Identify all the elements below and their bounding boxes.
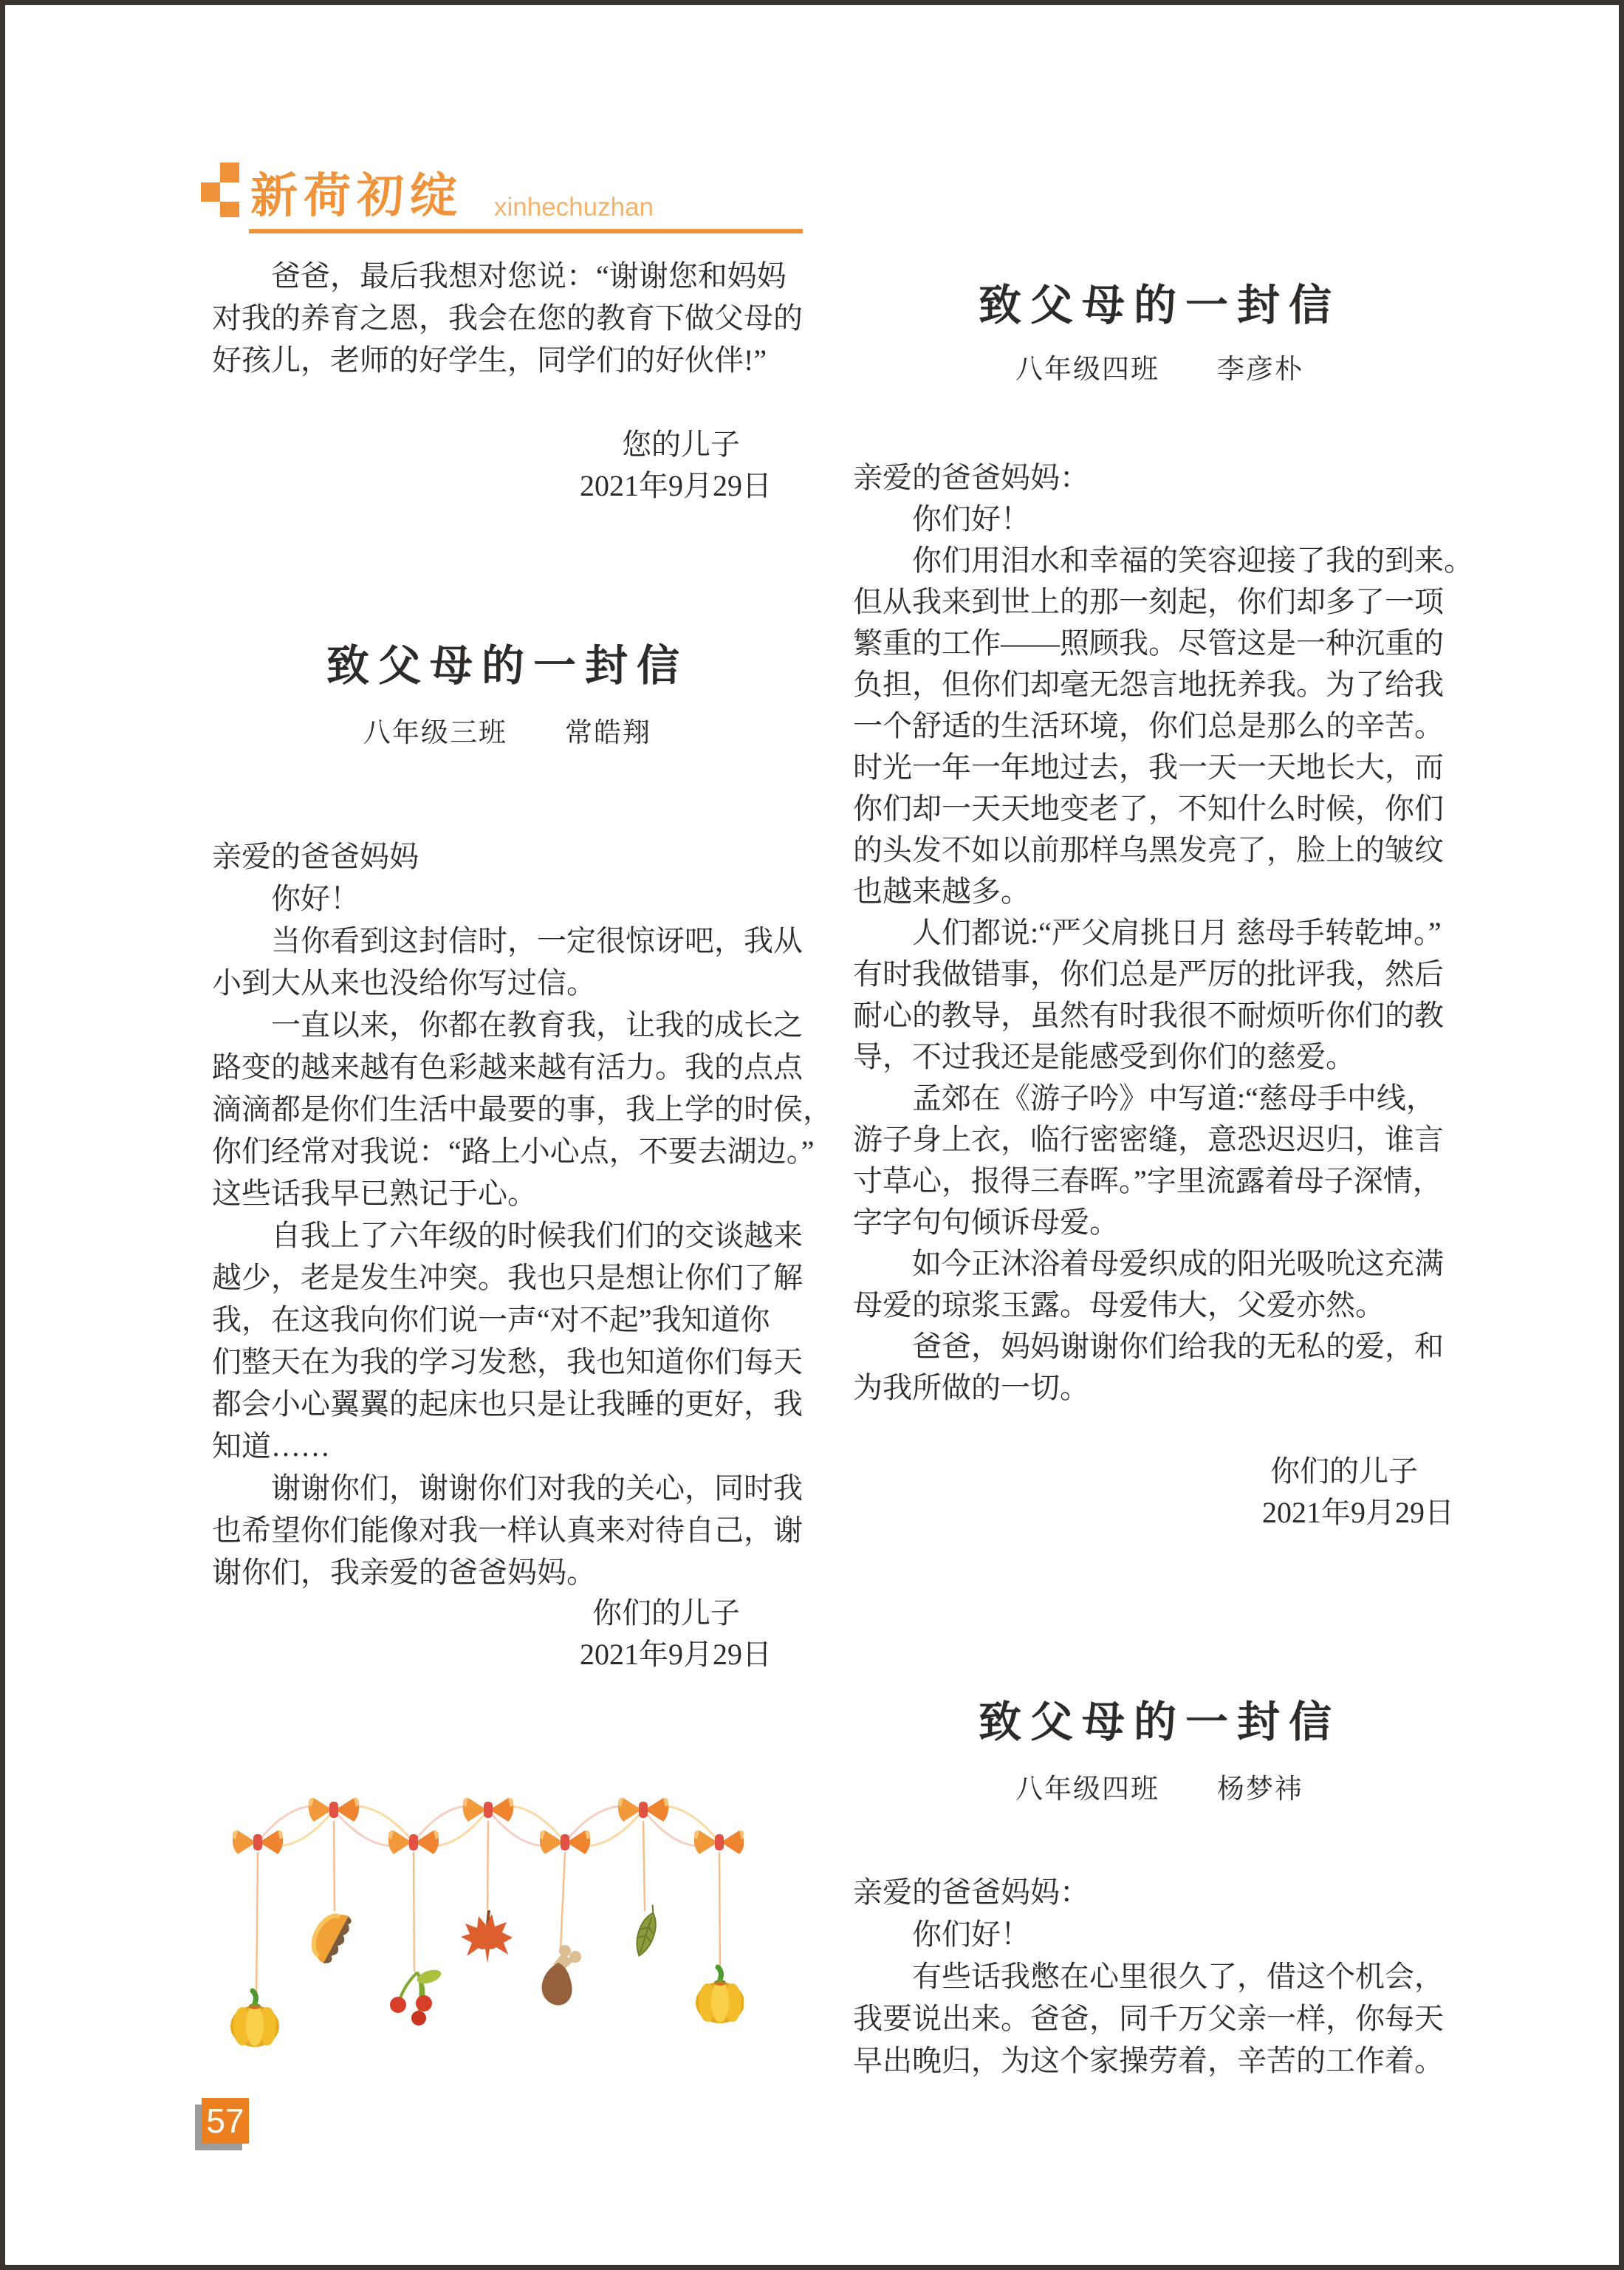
letter-body-continuation <box>212 255 803 381</box>
text-line: 孟郊在《游子吟》中写道:“慈母手中线， <box>853 1081 1436 1115</box>
text-line: 都会小心翼翼的起床也只是让我睡的更好，我 <box>212 1387 803 1421</box>
text-line: 导，不过我还是能感受到你们的慈爱。 <box>853 1040 1355 1073</box>
section-brand-pinyin: xinhechuzhan <box>494 193 654 222</box>
text-line: 你们经常对我说：“路上小心点，不要去湖边。” <box>212 1135 815 1168</box>
bow-icon <box>618 1798 668 1822</box>
logo-square-icon <box>220 202 239 217</box>
logo-square-icon <box>220 163 239 182</box>
text-line: 你好！ <box>212 882 360 915</box>
pumpkin-icon <box>230 1991 279 2047</box>
bow-icon <box>463 1798 513 1822</box>
text-line: 我，在这我向你们说一声“对不起”我知道你 <box>212 1303 770 1336</box>
pumpkin-icon <box>696 1967 744 2023</box>
text-line: 亲爱的爸爸妈妈 <box>212 840 419 873</box>
text-line: 耐心的教导，虽然有时我很不耐烦听你们的教 <box>853 999 1444 1032</box>
text-line: 我要说出来。爸爸，同千万父亲一样，你每天 <box>853 2002 1444 2035</box>
cherries-icon <box>390 1967 443 2025</box>
bow-icon <box>540 1830 590 1854</box>
text-line: 路变的越来越有色彩越来越有活力。我的点点 <box>212 1050 803 1084</box>
text-line: 寸草心，报得三春晖。”字里流露着母子深情， <box>853 1164 1442 1197</box>
text-line: 你们却一天天地变老了，不知什么时候，你们 <box>853 792 1444 825</box>
text-line: 的头发不如以前那样乌黑发亮了，脸上的皱纹 <box>853 833 1444 866</box>
text-line: 滴滴都是你们生活中最要的事，我上学的时侯， <box>212 1093 832 1126</box>
letter-body <box>853 1871 1466 2082</box>
text-line: 游子身上衣，临行密密缝，意恐迟迟归，谁言 <box>853 1123 1444 1156</box>
autumn-garland-illustration <box>227 1793 744 2118</box>
maple-leaf-icon <box>461 1910 513 1963</box>
text-line: 有时我做错事，你们总是严厉的批评我，然后 <box>853 957 1444 991</box>
letter-signature: 你们的儿子 <box>592 1596 740 1630</box>
bow-icon <box>233 1830 283 1854</box>
text-line: 小到大从来也没给你写过信。 <box>212 966 596 999</box>
letter-title: 致父母的一封信 <box>326 642 688 690</box>
text-line: 亲爱的爸爸妈妈： <box>853 1876 1089 1909</box>
text-line: 爸爸，最后我想对您说：“谢谢您和妈妈 <box>212 259 787 293</box>
page-number: 57 <box>202 2098 249 2144</box>
pie-icon <box>305 1907 355 1967</box>
letter-byline: 八年级四班 杨梦祎 <box>1015 1774 1303 1805</box>
letter-signature: 您的儿子 <box>622 428 740 461</box>
green-leaf-icon <box>631 1904 662 1958</box>
text-line: 但从我来到世上的那一刻起，你们却多了一项 <box>853 585 1444 618</box>
letter-signature: 你们的儿子 <box>1270 1454 1418 1488</box>
bow-icon <box>309 1798 359 1822</box>
text-line: 你们好！ <box>853 502 1030 536</box>
logo-square-icon <box>201 182 220 202</box>
text-line: 早出晚归，为这个家操劳着，辛苦的工作着。 <box>853 2044 1444 2077</box>
text-line: 爸爸，妈妈谢谢你们给我的无私的爱，和 <box>853 1330 1444 1363</box>
text-line: 对我的养育之恩，我会在您的教育下做父母的 <box>212 301 803 335</box>
letter-title: 致父母的一封信 <box>978 281 1340 329</box>
text-line: 谢谢你们，谢谢你们对我的关心，同时我 <box>212 1471 803 1505</box>
letter-body <box>853 457 1473 1409</box>
text-line: 自我上了六年级的时候我们们的交谈越来 <box>212 1219 803 1252</box>
drumstick-icon <box>542 1945 581 2006</box>
text-line: 有些话我憋在心里很久了，借这个机会， <box>853 1960 1444 1993</box>
bow-icon <box>694 1830 744 1854</box>
text-line: 一个舒适的生活环境，你们总是那么的辛苦。 <box>853 709 1444 742</box>
text-line: 也越来越多。 <box>853 875 1030 908</box>
text-line: 好孩儿，老师的好学生，同学们的好伙伴!” <box>212 343 767 377</box>
text-line: 亲爱的爸爸妈妈： <box>853 461 1089 494</box>
text-line: 当你看到这封信时，一定很惊讶吧，我从 <box>212 924 803 957</box>
text-line: 时光一年一年地过去，我一天一天地长大，而 <box>853 751 1444 784</box>
text-line: 越少，老是发生冲突。我也只是想让你们了解 <box>212 1261 803 1294</box>
letter-body <box>212 835 832 1593</box>
text-line: 字字句句倾诉母爱。 <box>853 1206 1119 1239</box>
text-line: 知道…… <box>212 1429 330 1463</box>
text-line: 谢你们，我亲爱的爸爸妈妈。 <box>212 1556 596 1589</box>
letter-byline: 八年级四班 李彦朴 <box>1015 355 1303 385</box>
section-brand-title: 新荷初绽 <box>250 169 463 222</box>
letter-byline: 八年级三班 常皓翔 <box>363 718 651 748</box>
text-line: 人们都说:“严父肩挑日月 慈母手转乾坤。” <box>853 916 1442 949</box>
text-line: 这些话我早已熟记于心。 <box>212 1177 537 1210</box>
text-line: 你们好！ <box>853 1918 1030 1951</box>
header-rule <box>249 229 803 233</box>
text-line: 们整天在为我的学习发愁，我也知道你们每天 <box>212 1345 803 1378</box>
text-line: 你们用泪水和幸福的笑容迎接了我的到来。 <box>853 544 1473 577</box>
text-line: 如今正沐浴着母爱织成的阳光吸吮这充满 <box>853 1247 1444 1280</box>
text-line: 繁重的工作——照顾我。尽管这是一种沉重的 <box>853 626 1444 660</box>
text-line: 也希望你们能像对我一样认真来对待自己，谢 <box>212 1514 803 1547</box>
letter-title: 致父母的一封信 <box>978 1698 1340 1746</box>
letter-date: 2021年9月29日 <box>1262 1496 1454 1529</box>
letter-date: 2021年9月29日 <box>580 469 772 502</box>
text-line: 一直以来，你都在教育我，让我的成长之 <box>212 1008 803 1042</box>
letter-date: 2021年9月29日 <box>580 1638 772 1671</box>
text-line: 为我所做的一切。 <box>853 1371 1089 1404</box>
text-line: 负担，但你们却毫无怨言地抚养我。为了给我 <box>853 668 1444 701</box>
text-line: 母爱的琼浆玉露。母爱伟大，父爱亦然。 <box>853 1288 1385 1322</box>
bow-icon <box>388 1830 439 1854</box>
